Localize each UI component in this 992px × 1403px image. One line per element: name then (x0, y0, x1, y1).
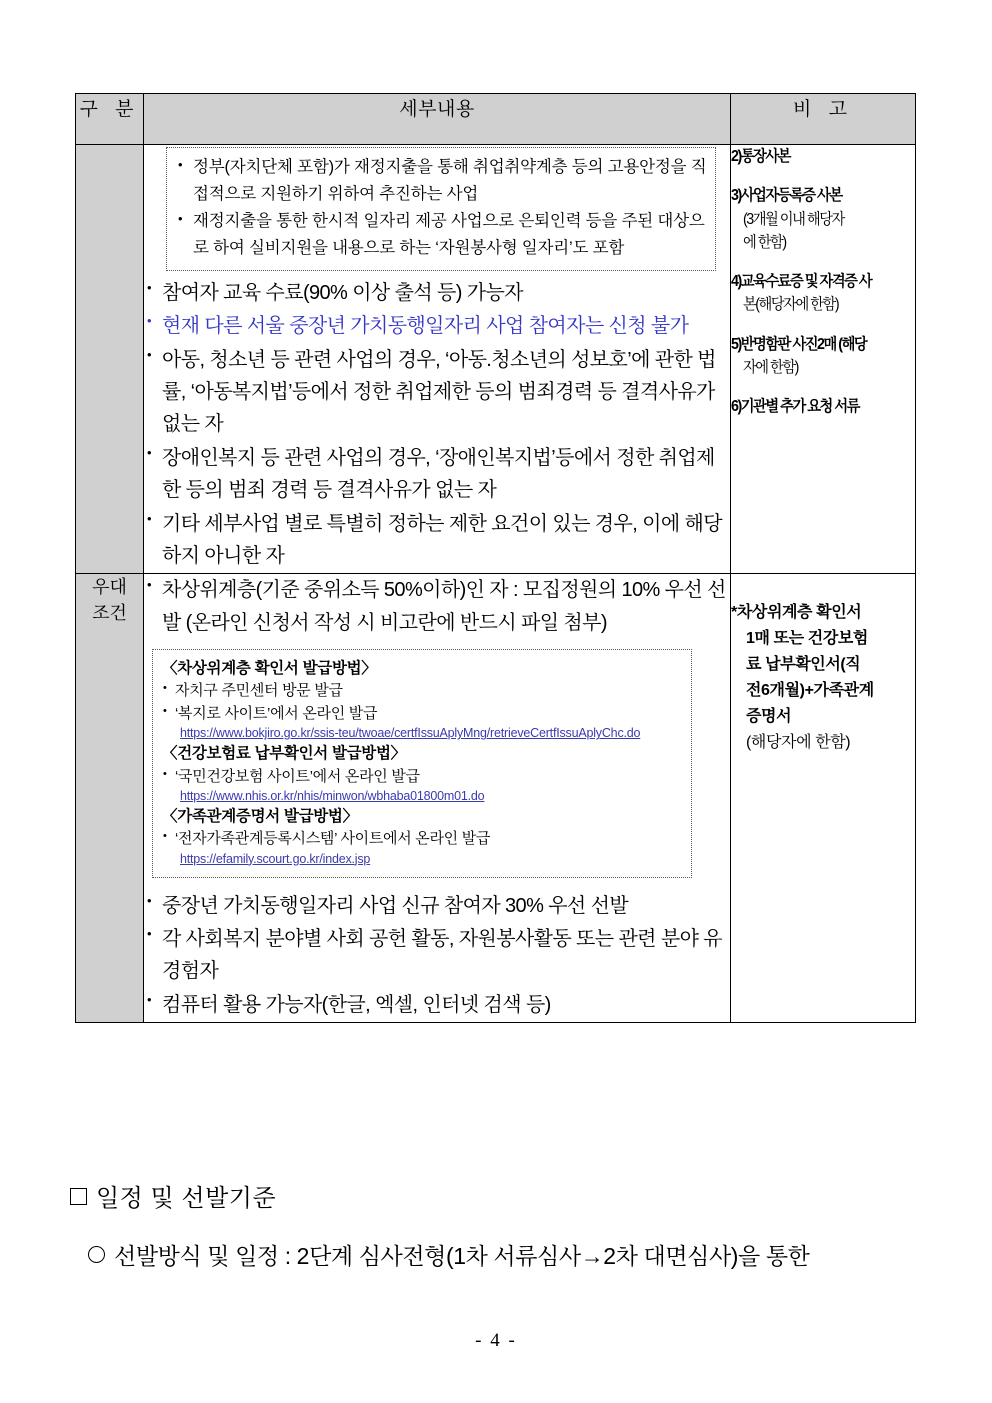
definition-item: • 재정지출을 통한 한시적 일자리 제공 사업으로 은퇴인력 등을 주된 대상으로 하여 실비지원을 내용으로 하는 ‘자원봉사형 일자리’도 포함 (175, 208, 707, 261)
method-group (162, 742, 682, 805)
remark-block (731, 395, 915, 418)
column-header-bigo: 비 고 (731, 94, 916, 145)
requirements-table (75, 93, 916, 1023)
remark-line: 3)사업자등록증 사본 (731, 187, 842, 205)
row-remarks-cell (731, 145, 916, 574)
remark-line: *차상위계층 확인서 (731, 604, 862, 622)
remark-line: 2)통장사본 (731, 148, 790, 165)
efamily-link[interactable]: https://efamily.scourt.go.kr/index.jsp (180, 851, 371, 866)
remark-line: 5)반명함판 사진2매 (해당 (731, 335, 867, 353)
row-label-line: 우대 (92, 577, 127, 598)
definition-item: • 정부(자치단체 포함)가 재정지출을 통해 취업취약계층 등의 고용안정을 직접적으로 지원하기 위하여 추진하는 사업 (175, 154, 707, 207)
section-heading-text: 일정 및 선발기준 (96, 1185, 277, 1212)
remark-line: 1매 또는 건강보험 (746, 630, 868, 648)
column-header-gubun: 구 분 (76, 94, 144, 145)
preferential-item: • 차상위계층(기준 중위소득 50%이하)인 자 : 모집정원의 10% 우선 선발 (온라인 신청서 작성 시 비고란에 반드시 파일 첨부) (144, 574, 730, 639)
row-detail-cell (144, 145, 731, 574)
row-label-empty (76, 145, 144, 574)
remark-subline: 에 한함) (742, 233, 786, 251)
issuance-method-box (152, 649, 692, 877)
circle-bullet-icon (88, 1246, 105, 1263)
preferential-bottom-list (144, 890, 730, 1022)
eligibility-item: • 아동, 청소년 등 관련 사업의 경우, ‘아동.청소년의 성보호’에 관한 법률, ‘아동복지법’등에서 정한 취업제한 등의 범죄경력 등 결격사유가 없는 자 (144, 344, 730, 441)
remark-block (731, 145, 915, 168)
square-bullet-icon (70, 1188, 87, 1205)
row-detail-cell (144, 574, 731, 1023)
remark-line: 6)기관별 추가 요청 서류 (731, 398, 859, 415)
table-row (76, 574, 916, 1023)
table-row (76, 145, 916, 574)
remark-line: 료 납부확인서(직 (746, 656, 861, 674)
row-label-line: 조건 (92, 603, 127, 624)
method-group-heading: 〈차상위계층 확인서 발급방법〉 (162, 660, 377, 678)
section-subitem-text: 선발방식 및 일정 : 2단계 심사전형(1차 서류심사→2차 대면심사)을 통한 (114, 1243, 810, 1269)
method-item: • ‘전자가족관계등록시스템’ 사이트에서 온라인 발급 (162, 828, 682, 851)
remark-line: 4)교육수료증 및 자격증 사 (731, 273, 872, 290)
eligibility-item: • 참여자 교육 수료(90% 이상 출석 등) 가능자 (144, 277, 730, 309)
remark-subline: 본(해당자에 한함) (742, 296, 839, 314)
row-label-preferential (76, 574, 144, 1023)
remark-block (731, 270, 915, 317)
method-item: • ‘국민건강보험 사이트’에서 온라인 발급 (162, 766, 682, 789)
eligibility-item-highlighted: • 현재 다른 서울 중장년 가치동행일자리 사업 참여자는 신청 불가 (144, 310, 730, 342)
table-header-row (76, 94, 916, 145)
remark-subline: 자에 한함) (742, 358, 798, 376)
column-header-detail: 세부내용 (144, 94, 731, 145)
eligibility-bullet-list (144, 277, 730, 573)
method-item: • 자치구 주민센터 방문 발급 (162, 680, 682, 703)
definition-list (175, 154, 707, 262)
section-heading (70, 1178, 276, 1213)
remark-subline: (3개월 이내 해당자 (742, 210, 844, 228)
remark-line: (해당자에 한함) (746, 733, 851, 751)
preferential-item: • 각 사회복지 분야별 사회 공헌 활동, 자원봉사활동 또는 관련 분야 유경험자 (144, 923, 730, 988)
row-remarks-cell (731, 574, 916, 1023)
method-group (162, 805, 682, 868)
eligibility-item: • 기타 세부사업 별로 특별히 정하는 제한 요건이 있는 경우, 이에 해당하지 아니한 자 (144, 508, 730, 573)
page-footer: - 4 - (475, 1330, 517, 1351)
remark-block (731, 600, 915, 755)
bokjiro-link[interactable]: https://www.bokjiro.go.kr/ssis-teu/twoae/certfIssuAplyMng/retrieveCertfIssuAplyChc.do (180, 726, 641, 741)
method-item: • ‘복지로 사이트’에서 온라인 발급 (162, 703, 682, 726)
preferential-top-list (144, 574, 730, 639)
remark-line: 증명서 (746, 708, 792, 726)
eligibility-item: • 장애인복지 등 관련 사업의 경우, ‘장애인복지법’등에서 정한 취업제한 등의 범죄 경력 등 결격사유가 없는 자 (144, 442, 730, 507)
method-group-heading: 〈가족관계증명서 발급방법〉 (162, 807, 358, 825)
method-group-heading: 〈건강보험료 납부확인서 발급방법〉 (162, 745, 406, 763)
preferential-item: • 중장년 가치동행일자리 사업 신규 참여자 30% 우선 선발 (144, 890, 730, 922)
nhis-link[interactable]: https://www.nhis.or.kr/nhis/minwon/wbhaba01800m01.do (180, 789, 485, 804)
definition-note-box (166, 147, 716, 271)
remark-line: 전6개월)+가족관계 (746, 682, 874, 700)
remark-block (731, 184, 915, 254)
method-group (162, 657, 682, 742)
remark-block (731, 333, 915, 380)
section-subitem (88, 1238, 809, 1271)
preferential-item: • 컴퓨터 활용 가능자(한글, 엑셀, 인터넷 검색 등) (144, 989, 730, 1021)
